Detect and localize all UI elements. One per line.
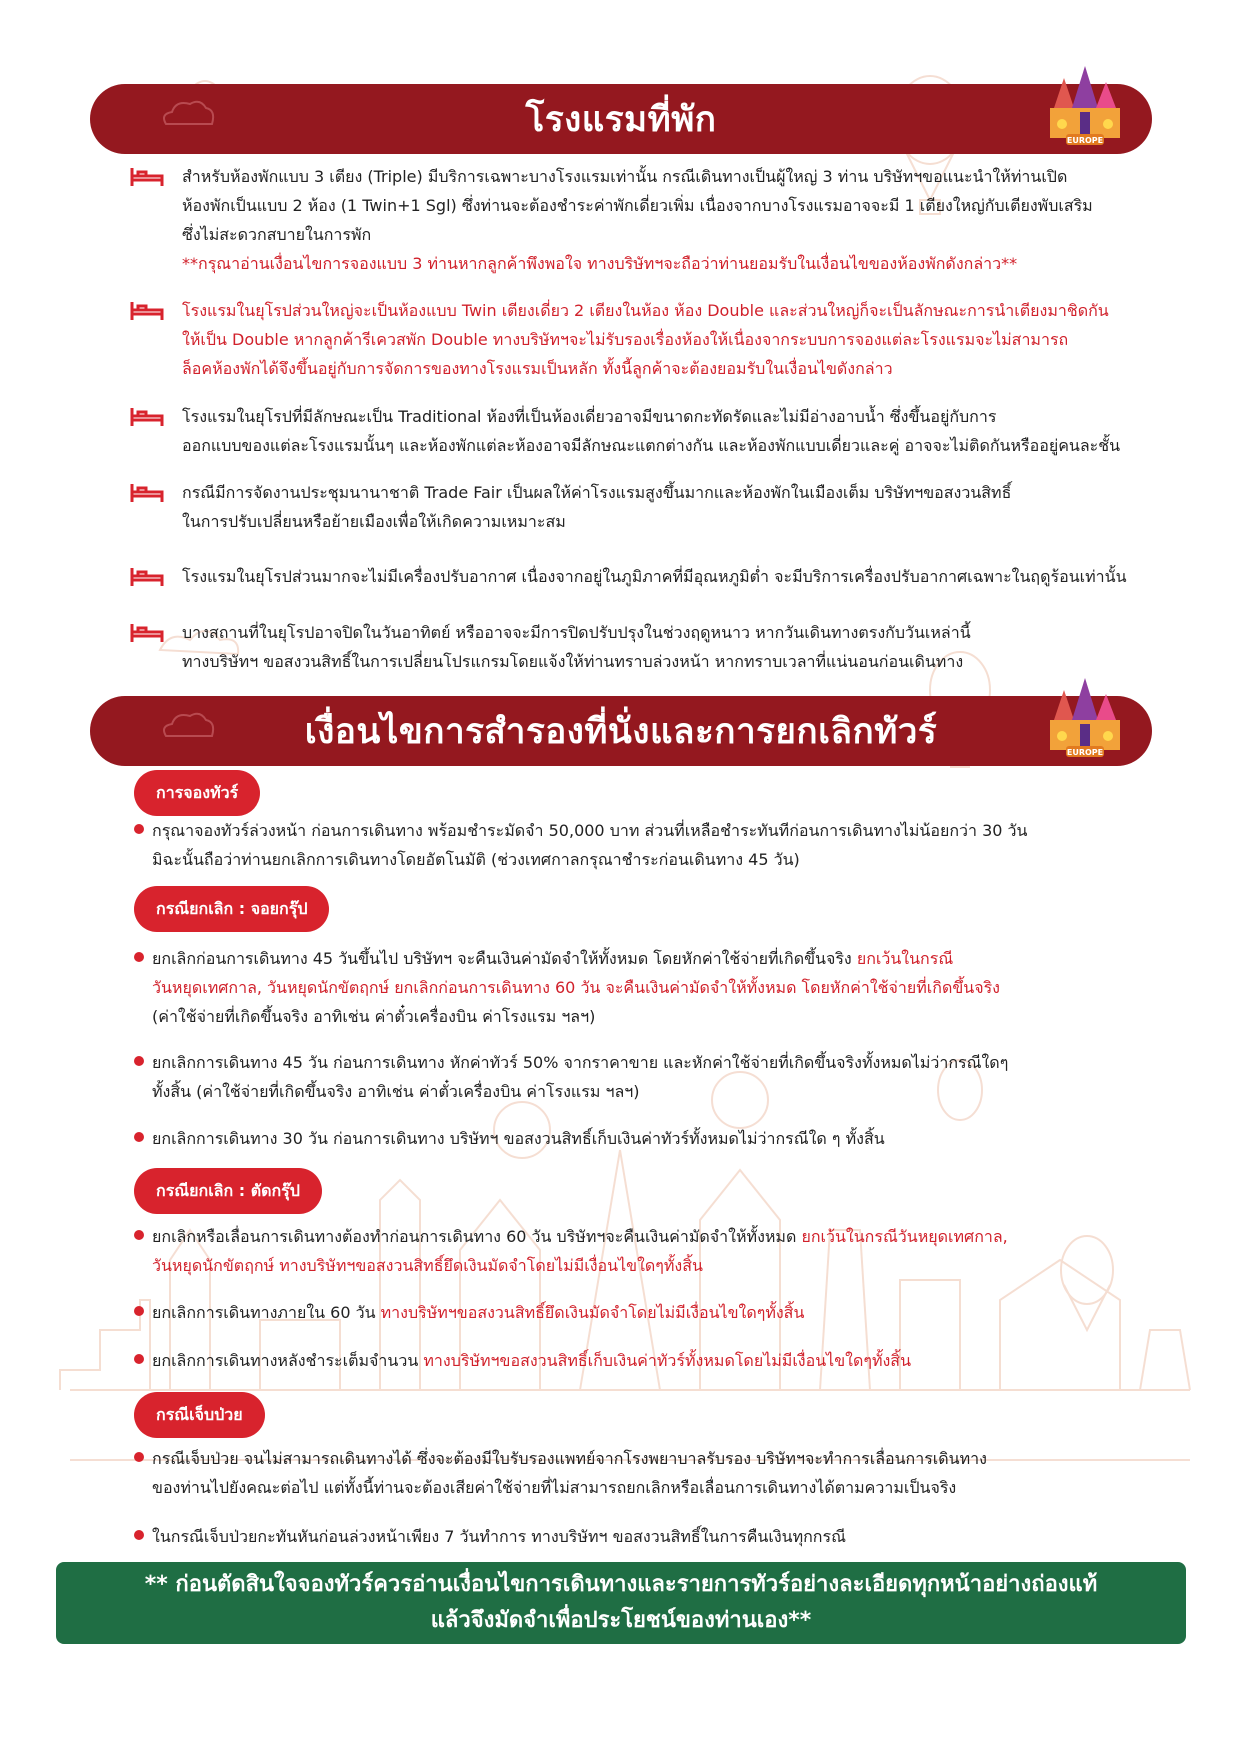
hotel-item-line: ซึ่งไม่สะดวกสบายในการพัก [182, 225, 372, 244]
bullet-dot-icon [134, 1132, 144, 1142]
cancel-join-label: กรณียกเลิก : จอยกรุ๊ป [134, 886, 329, 932]
booking-section-banner [90, 696, 1152, 766]
sick-text: กรณีเจ็บป่วย จนไม่สามารถเดินทางได้ ซึ่งจะต้องมีใบรับรองแพทย์จากโรงพยาบาลรับรอง บริษัทฯจะทำการเลื่อนการเดินทาง [152, 1449, 987, 1468]
hotel-item-line: ล็อคห้องพักได้จึงขึ้นอยู่กับการจัดการของทางโรงแรมเป็นหลัก ทั้งนี้ลูกค้าจะต้องยอมรับในเงื่อนไขดังกล่าว [182, 359, 893, 378]
cancel-private-text: ยกเลิกหรือเลื่อนการเดินทางต้องทำก่อนการเดินทาง 60 วัน บริษัทฯจะคืนเงินค่ามัดจำให้ทั้งหมด [152, 1227, 802, 1246]
cancel-private-label: กรณียกเลิก : ตัดกรุ๊ป [134, 1168, 322, 1214]
bed-icon [130, 482, 164, 504]
booking-line: กรุณาจองทัวร์ล่วงหน้า ก่อนการเดินทาง พร้อมชำระมัดจำ 50,000 บาท ส่วนที่เหลือชำระทันทีก่อนการเดินทางไม่น้อยกว่า 30 วัน [152, 821, 1028, 840]
cancel-private-text: ยกเลิกการเดินทางภายใน 60 วัน [152, 1303, 381, 1322]
cancel-join-text: (ค่าใช้จ่ายที่เกิดขึ้นจริง อาทิเช่น ค่าตั๋วเครื่องบิน ค่าโรงแรม ฯลฯ) [152, 1007, 596, 1026]
hotel-item [130, 562, 1182, 591]
hotel-item [130, 618, 1182, 676]
bed-icon [130, 566, 164, 588]
cloud-icon [160, 712, 216, 740]
hotel-item-line: ในการปรับเปลี่ยนหรือย้ายเมืองเพื่อให้เกิดความเหมาะสม [182, 512, 566, 531]
cancel-private-exception: วันหยุดนักขัตฤกษ์ ทางบริษัทฯขอสงวนสิทธิ์ยึดเงินมัดจำโดยไม่มีเงื่อนไขใดๆทั้งสิ้น [152, 1256, 703, 1275]
booking-item [134, 816, 1134, 874]
cancel-private-exception: ทางบริษัทฯขอสงวนสิทธิ์เก็บเงินค่าทัวร์ทั้งหมดโดยไม่มีเงื่อนไขใดๆทั้งสิ้น [423, 1351, 911, 1370]
hotel-item-line: บางสถานที่ในยุโรปอาจปิดในวันอาทิตย์ หรืออาจจะมีการปิดปรับปรุงในช่วงฤดูหนาว หากวันเดินทางตรงกับวันเหล่านี้ [182, 623, 971, 642]
hotel-item-line: ห้องพักเป็นแบบ 2 ห้อง (1 Twin+1 Sgl) ซึ่งท่านจะต้องชำระค่าพักเดี่ยวเพิ่ม เนื่องจากบางโรงแรมอาจจะมี 1 เตียงใหญ่กับเตียงพับเสริม [182, 196, 1093, 215]
hotel-section-title: โรงแรมที่พัก [525, 99, 717, 140]
bed-icon [130, 300, 164, 322]
hotel-item-line: ทางบริษัทฯ ขอสงวนสิทธิ์ในการเปลี่ยนโปรแกรมโดยแจ้งให้ท่านทราบล่วงหน้า หากทราบเวลาที่แน่นอนก่อนเดินทาง [182, 652, 964, 671]
cancel-join-item [134, 1048, 1134, 1106]
hotel-item-note: **กรุณาอ่านเงื่อนไขการจองแบบ 3 ท่านหากลูกค้าพึงพอใจ ทางบริษัทฯจะถือว่าท่านยอมรับในเงื่อนไขของห้องพักดังกล่าว** [182, 254, 1018, 273]
bullet-dot-icon [134, 1530, 144, 1540]
hotel-item-line: สำหรับห้องพักแบบ 3 เตียง (Triple) มีบริการเฉพาะบางโรงแรมเท่านั้น กรณีเดินทางเป็นผู้ใหญ่ 3 ท่าน บริษัทฯขอแนะนำให้ท่านเปิด [182, 167, 1068, 186]
bed-icon [130, 166, 164, 188]
footer-notice [56, 1562, 1186, 1644]
hotel-item-line: ออกแบบของแต่ละโรงแรมนั้นๆ และห้องพักแต่ละห้องอาจมีลักษณะแตกต่างกัน และห้องพักแบบเดี่ยวและคู่ อาจจะไม่ติดกันหรืออยู่คนละชั้น [182, 436, 1121, 455]
cancel-private-exception: ยกเว้นในกรณีวันหยุดเทศกาล, [801, 1227, 1008, 1246]
cancel-join-exception: วันหยุดเทศกาล, วันหยุดนักขัตฤกษ์ ยกเลิกก่อนการเดินทาง 60 วัน จะคืนเงินค่ามัดจำให้ทั้งหมด โดยหักค่าใช้จ่ายที่เกิดขึ้นจริง [152, 978, 1000, 997]
booking-line: มิฉะนั้นถือว่าท่านยกเลิกการเดินทางโดยอัตโนมัติ (ช่วงเทศกาลกรุณาชำระก่อนเดินทาง 45 วัน) [152, 850, 800, 869]
bullet-dot-icon [134, 1230, 144, 1240]
bed-icon [130, 406, 164, 428]
europe-badge-text: EUROPE [1066, 748, 1104, 757]
cancel-join-item [134, 1124, 1134, 1153]
cancel-join-text: ยกเลิกก่อนการเดินทาง 45 วันขึ้นไป บริษัทฯ จะคืนเงินค่ามัดจำให้ทั้งหมด โดยหักค่าใช้จ่ายที่เกิดขึ้นจริง [152, 949, 857, 968]
hotel-item-line: ให้เป็น Double หากลูกค้ารีเควสพัก Double ทางบริษัทฯจะไม่รับรองเรื่องห้องให้เนื่องจากระบบการจองแต่ละโรงแรมจะไม่สามารถ [182, 330, 1069, 349]
hotel-item-line: โรงแรมในยุโรปส่วนมากจะไม่มีเครื่องปรับอากาศ เนื่องจากอยู่ในภูมิภาคที่มีอุณหภูมิต่ำ จะมีบริการเครื่องปรับอากาศเฉพาะในฤดูร้อนเท่านั้น [182, 567, 1127, 586]
hotel-item [130, 162, 1182, 278]
cancel-join-item [134, 944, 1134, 1031]
hotel-item [130, 402, 1182, 460]
hotel-item [130, 478, 1182, 536]
cancel-join-exception: ยกเว้นในกรณี [856, 949, 954, 968]
sick-text: ของท่านไปยังคณะต่อไป แต่ทั้งนี้ท่านจะต้องเสียค่าใช้จ่ายที่ไม่สามารถยกเลิกหรือเลื่อนการเดินทางได้ตามความเป็นจริง [152, 1478, 957, 1497]
hotel-item-line: โรงแรมในยุโรปส่วนใหญ่จะเป็นห้องแบบ Twin เตียงเดี่ยว 2 เตียงในห้อง ห้อง Double และส่วนใหญ่ก็จะเป็นลักษณะการนำเตียงมาชิดกัน [182, 301, 1109, 320]
cancel-join-text: ยกเลิกการเดินทาง 45 วัน ก่อนการเดินทาง หักค่าทัวร์ 50% จากราคาขาย และหักค่าใช้จ่ายที่เกิดขึ้นจริงทั้งหมดไม่ว่ากรณีใดๆ [152, 1053, 1009, 1072]
cancel-private-exception: ทางบริษัทฯขอสงวนสิทธิ์ยึดเงินมัดจำโดยไม่มีเงื่อนไขใดๆทั้งสิ้น [380, 1303, 805, 1322]
bed-icon [130, 622, 164, 644]
cloud-icon [160, 100, 216, 128]
hotel-item [130, 296, 1182, 383]
bullet-dot-icon [134, 1056, 144, 1066]
cancel-private-text: ยกเลิกการเดินทางหลังชำระเต็มจำนวน [152, 1351, 424, 1370]
sick-label: กรณีเจ็บป่วย [134, 1392, 265, 1438]
cancel-private-item [134, 1298, 1134, 1327]
bullet-dot-icon [134, 824, 144, 834]
hotel-item-line: โรงแรมในยุโรปที่มีลักษณะเป็น Traditional ห้องที่เป็นห้องเดี่ยวอาจมีขนาดกะทัดรัดและไม่มีอ่างอาบน้ำ ซึ่งขึ้นอยู่กับการ [182, 407, 997, 426]
sick-item [134, 1444, 1134, 1502]
footer-line-2: แล้วจึงมัดจำเพื่อประโยชน์ของท่านเอง** [430, 1608, 812, 1633]
europe-landmarks-icon [1040, 670, 1130, 762]
booking-section-title: เงื่อนไขการสำรองที่นั่งและการยกเลิกทัวร์ [304, 711, 938, 752]
hotel-item-line: กรณีมีการจัดงานประชุมนานาชาติ Trade Fair เป็นผลให้ค่าโรงแรมสูงขึ้นมากและห้องพักในเมืองเต็ม บริษัทฯขอสงวนสิทธิ์ [182, 483, 1012, 502]
bullet-dot-icon [134, 1306, 144, 1316]
bullet-dot-icon [134, 952, 144, 962]
bullet-dot-icon [134, 1452, 144, 1462]
bullet-dot-icon [134, 1354, 144, 1364]
cancel-private-item [134, 1346, 1134, 1375]
footer-line-1: ** ก่อนตัดสินใจจองทัวร์ควรอ่านเงื่อนไขการเดินทางและรายการทัวร์อย่างละเอียดทุกหน้าอย่างถ่องแท้ [144, 1572, 1098, 1597]
sick-item [134, 1522, 1134, 1551]
europe-landmarks-icon [1040, 58, 1130, 150]
hotel-section-banner [90, 84, 1152, 154]
europe-badge-text: EUROPE [1066, 136, 1104, 145]
cancel-join-text: ทั้งสิ้น (ค่าใช้จ่ายที่เกิดขึ้นจริง อาทิเช่น ค่าตั๋วเครื่องบิน ค่าโรงแรม ฯลฯ) [152, 1082, 640, 1101]
booking-label: การจองทัวร์ [134, 770, 260, 816]
sick-text: ในกรณีเจ็บป่วยกะทันหันก่อนล่วงหน้าเพียง 7 วันทำการ ทางบริษัทฯ ขอสงวนสิทธิ์ในการคืนเงินทุกกรณี [152, 1527, 846, 1546]
cancel-join-text: ยกเลิกการเดินทาง 30 วัน ก่อนการเดินทาง บริษัทฯ ขอสงวนสิทธิ์เก็บเงินค่าทัวร์ทั้งหมดไม่ว่ากรณีใด ๆ ทั้งสิ้น [152, 1129, 885, 1148]
cancel-private-item [134, 1222, 1134, 1280]
